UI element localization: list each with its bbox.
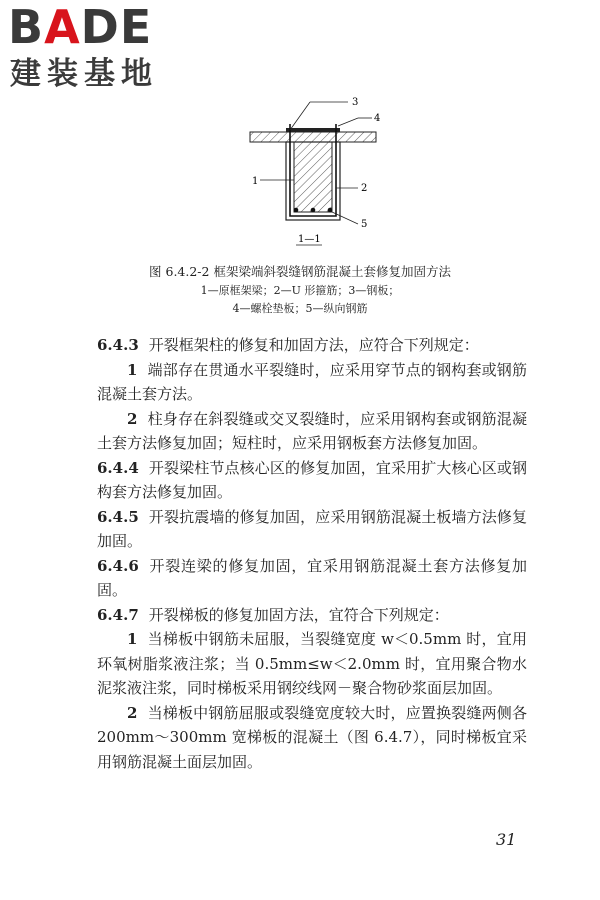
clause-6-4-4: 6.4.4 开裂梁柱节点核心区的修复加固，宜采用扩大核心区或钢构套方法修复加固。 (97, 458, 527, 501)
clause-6-4-7-item-1: 1 当梯板中钢筋未屈服，当裂缝宽度 w＜0.5mm 时，宜用环氧树脂浆液注浆；当 0.5mm≤w＜2.0mm 时，宜用聚合物水泥浆液注浆，同时梯板采用钢绞线网－聚合物砂浆面层加固。 (97, 630, 527, 697)
beam-section-figure (230, 96, 390, 256)
brand-logo-en: BADE (8, 0, 153, 54)
longitudinal-bar (294, 208, 299, 213)
callout-3: 3 (352, 97, 359, 108)
clause-6-4-3-item-1: 1 端部存在贯通水平裂缝时，应采用穿节点的钢构套或钢筋混凝土套方法。 (97, 360, 527, 403)
figure-title: 图 6.4.2-2 框架梁端斜裂缝钢筋混凝土套修复加固方法 (149, 264, 451, 279)
clause-6-4-5: 6.4.5 开裂抗震墙的修复加固，应采用钢筋混凝土板墙方法修复加固。 (97, 507, 527, 550)
clause-6-4-7-item-2: 2 当梯板中钢筋屈服或裂缝宽度较大时，应置换裂缝两侧各 200mm～300mm 宽梯板的混凝土（图 6.4.7），同时梯板宜采用钢筋混凝土面层加固。 (97, 703, 527, 771)
page-number: 31 (496, 830, 517, 849)
brand-logo (8, 2, 178, 94)
callout-1: 1 (252, 176, 259, 187)
steel-plate (286, 128, 340, 132)
section-label: 1—1 (298, 234, 321, 245)
body-content (97, 333, 527, 774)
clause-6-4-3-item-2: 2 柱身存在斜裂缝或交叉裂缝时，应采用钢构套或钢筋混凝土套方法修复加固；短柱时，应采用钢板套方法修复加固。 (97, 409, 527, 452)
original-beam (294, 142, 332, 212)
callout-4: 4 (374, 113, 381, 124)
longitudinal-bar (328, 208, 333, 213)
figure-legend-line-2: 4—螺栓垫板；5—纵向钢筋 (232, 302, 368, 315)
longitudinal-bar (311, 208, 316, 213)
brand-logo-cn: 建装基地 (10, 56, 158, 92)
clause-6-4-6: 6.4.6 开裂连梁的修复加固，宜采用钢筋混凝土套方法修复加固。 (97, 556, 527, 599)
callout-2: 2 (361, 183, 368, 194)
clause-6-4-7: 6.4.7 开裂梯板的修复加固方法，宜符合下列规定： (97, 605, 449, 624)
callout-5: 5 (361, 219, 368, 230)
floor-slab (250, 132, 376, 142)
clause-6-4-3: 6.4.3 开裂框架柱的修复和加固方法，应符合下列规定： (97, 336, 479, 354)
figure-legend-line-1: 1—原框架梁；2—U 形箍筋；3—钢板； (200, 284, 400, 297)
